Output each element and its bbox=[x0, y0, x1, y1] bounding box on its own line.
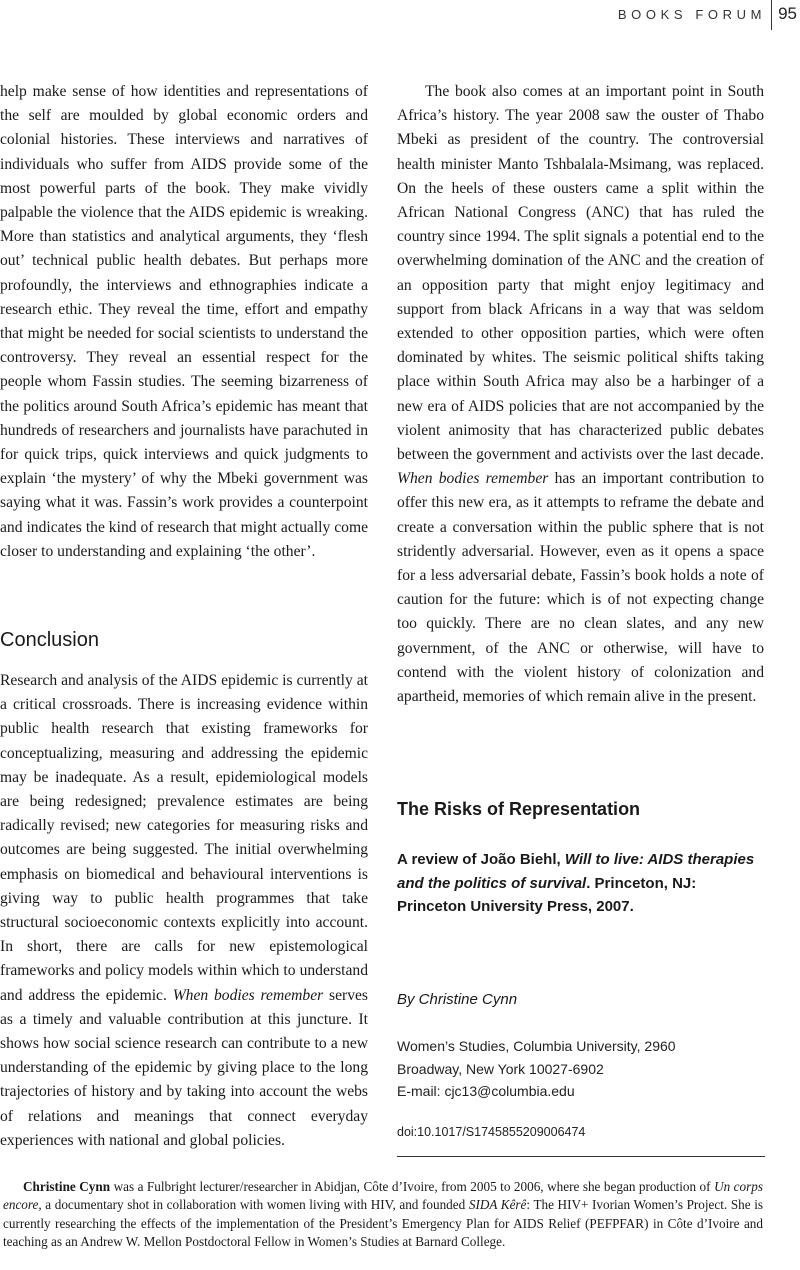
doi-link[interactable]: doi:10.1017/S1745855209006474 bbox=[397, 1125, 586, 1139]
review-citation bbox=[397, 848, 767, 919]
footnote-project-title: SIDA Kêrê bbox=[468, 1197, 527, 1213]
footnote-text-2: , a documentary shot in collaboration with women living with HIV, and founded bbox=[38, 1197, 466, 1213]
running-header bbox=[0, 0, 800, 34]
right-para-end: has an important contribution to offer this new era, as it attempts to reframe the debate and create a conversation within the public sphere that is not stridently adversarial. However, even as it opens a space for a less adversarial debate, Fassin’s book holds a note of caution for the future: which is of not expecting change too quickly. There are no clean slates, and any new government, of the ANC or otherwise, will have to contend with the violent history of colonization and apartheid, memories of which remain alive in the present. bbox=[397, 470, 764, 706]
conclusion-book-title: When bodies remember bbox=[172, 986, 324, 1004]
left-column bbox=[0, 80, 368, 564]
affiliation-line-2: Broadway, New York 10027-6902 bbox=[397, 1060, 604, 1077]
risks-heading: The Risks of Representation bbox=[397, 799, 641, 819]
footnote-text-3: : The HIV+ Ivorian Women’s Project. She is currently researching the effects of the implementation of the President’s Emergency Plan for AIDS Relief (PEFPFAR) in Côte d’Ivoire and teaching as an Andrew W. Mellon Postdoctoral Fellow in Women’s Studies at Barnard College. bbox=[3, 1197, 764, 1249]
review-book-title: Will to live: AIDS therapies and the politics of survival bbox=[397, 851, 755, 892]
conclusion-paragraph bbox=[0, 669, 368, 1153]
conclusion-heading: Conclusion bbox=[0, 629, 99, 651]
conclusion-text-1: Research and analysis of the AIDS epidemic is currently at a critical crossroads. There is increasing evidence within public health research that existing frameworks for conceptualizing, measuring and addressing the epidemic may be inadequate. As a result, epidemiological models are being redesigned; prevalence estimates are being radically revised; new categories for measuring risks and outcomes are being suggested. The initial overwhelming emphasis on biomedical and behavioural interventions is giving way to public health programmes that take structural socioeconomic contexts explicitly into account. In short, there are calls for new epistemological frameworks and policy models within which to understand and address the epidemic. bbox=[0, 672, 368, 1004]
footnote-film-title: Un corps encore bbox=[3, 1179, 763, 1213]
footnote-author-name: Christine Cynn bbox=[23, 1179, 111, 1194]
right-paragraph bbox=[397, 80, 764, 709]
right-column bbox=[397, 80, 764, 709]
footnote-divider bbox=[397, 1156, 765, 1157]
footnote-text-1: was a Fulbright lecturer/researcher in Abidjan, Côte d’Ivoire, from 2005 to 2006, where she began production of bbox=[113, 1179, 711, 1194]
header-divider bbox=[771, 0, 772, 30]
author-bio-footnote bbox=[3, 1178, 763, 1251]
affiliation-line-1: Women’s Studies, Columbia University, 2960 bbox=[397, 1038, 676, 1054]
conclusion-section bbox=[0, 669, 368, 1153]
author-affiliation bbox=[397, 1035, 767, 1103]
review-byline: By Christine Cynn bbox=[397, 991, 518, 1008]
journal-section-title: BOOKS FORUM bbox=[617, 7, 766, 22]
review-suffix: . Princeton, NJ: Princeton University Press, 2007. bbox=[397, 874, 697, 915]
conclusion-text-2: serves as a timely and valuable contribution at this juncture. It shows how social science research can contribute to a new understanding of the epidemic by giving place to the long trajectories of history and by taking into account the webs of relations and meanings that connect everyday experiences with national and global policies. bbox=[0, 986, 369, 1149]
right-para-text: The book also comes at an important point in South Africa’s history. The year 2008 saw the ouster of Thabo Mbeki as president of the country. The controversial health minister Manto Tshbalala-Msimang, was replaced. On the heels of these ousters came a split within the African National Congress (ANC) that has ruled the country since 1994. The split signals a potential end to the overwhelming domination of the ANC and the creation of an opposition party that might enjoy legitimacy and support from black Africans in a way that was seldom extended to other opposition parties, which were often dominated by whites. The seismic political shifts taking place within South Africa may also be a harbinger of a new era of AIDS policies that are not accompanied by the violent animosity that has characterized public debates between the government and activists over the last decade. bbox=[397, 83, 764, 464]
intro-paragraph: help make sense of how identities and representations of the self are moulded by global economic orders and colonial histories. These interviews and narratives of individuals who suffer from AIDS provide some of the most powerful parts of the book. They make vividly palpable the violence that the AIDS epidemic is wreaking. More than statistics and analytical arguments, they ‘flesh out’ technical public health debates. But perhaps more profoundly, the interviews and ethnographies indicate a research ethic. They reveal the time, effort and empathy that might be needed for social scientists to understand the controversy. They reveal an essential respect for the people whom Fassin studies. The seeming bizarreness of the politics around South Africa’s epidemic has meant that hundreds of researchers and journalists have parachuted in for quick trips, quick interviews and quick judgments to explain ‘the mystery’ of why the Mbeki government was saying what it was. Fassin’s work provides a counterpoint and indicates the kind of research that might actually come closer to understanding and explaining ‘the other’. bbox=[0, 83, 368, 560]
author-email[interactable]: E-mail: cjc13@columbia.edu bbox=[397, 1083, 575, 1099]
right-book-title: When bodies remember bbox=[397, 470, 549, 488]
page-number: 95 bbox=[778, 4, 797, 23]
review-prefix: A review of João Biehl, bbox=[397, 851, 561, 868]
